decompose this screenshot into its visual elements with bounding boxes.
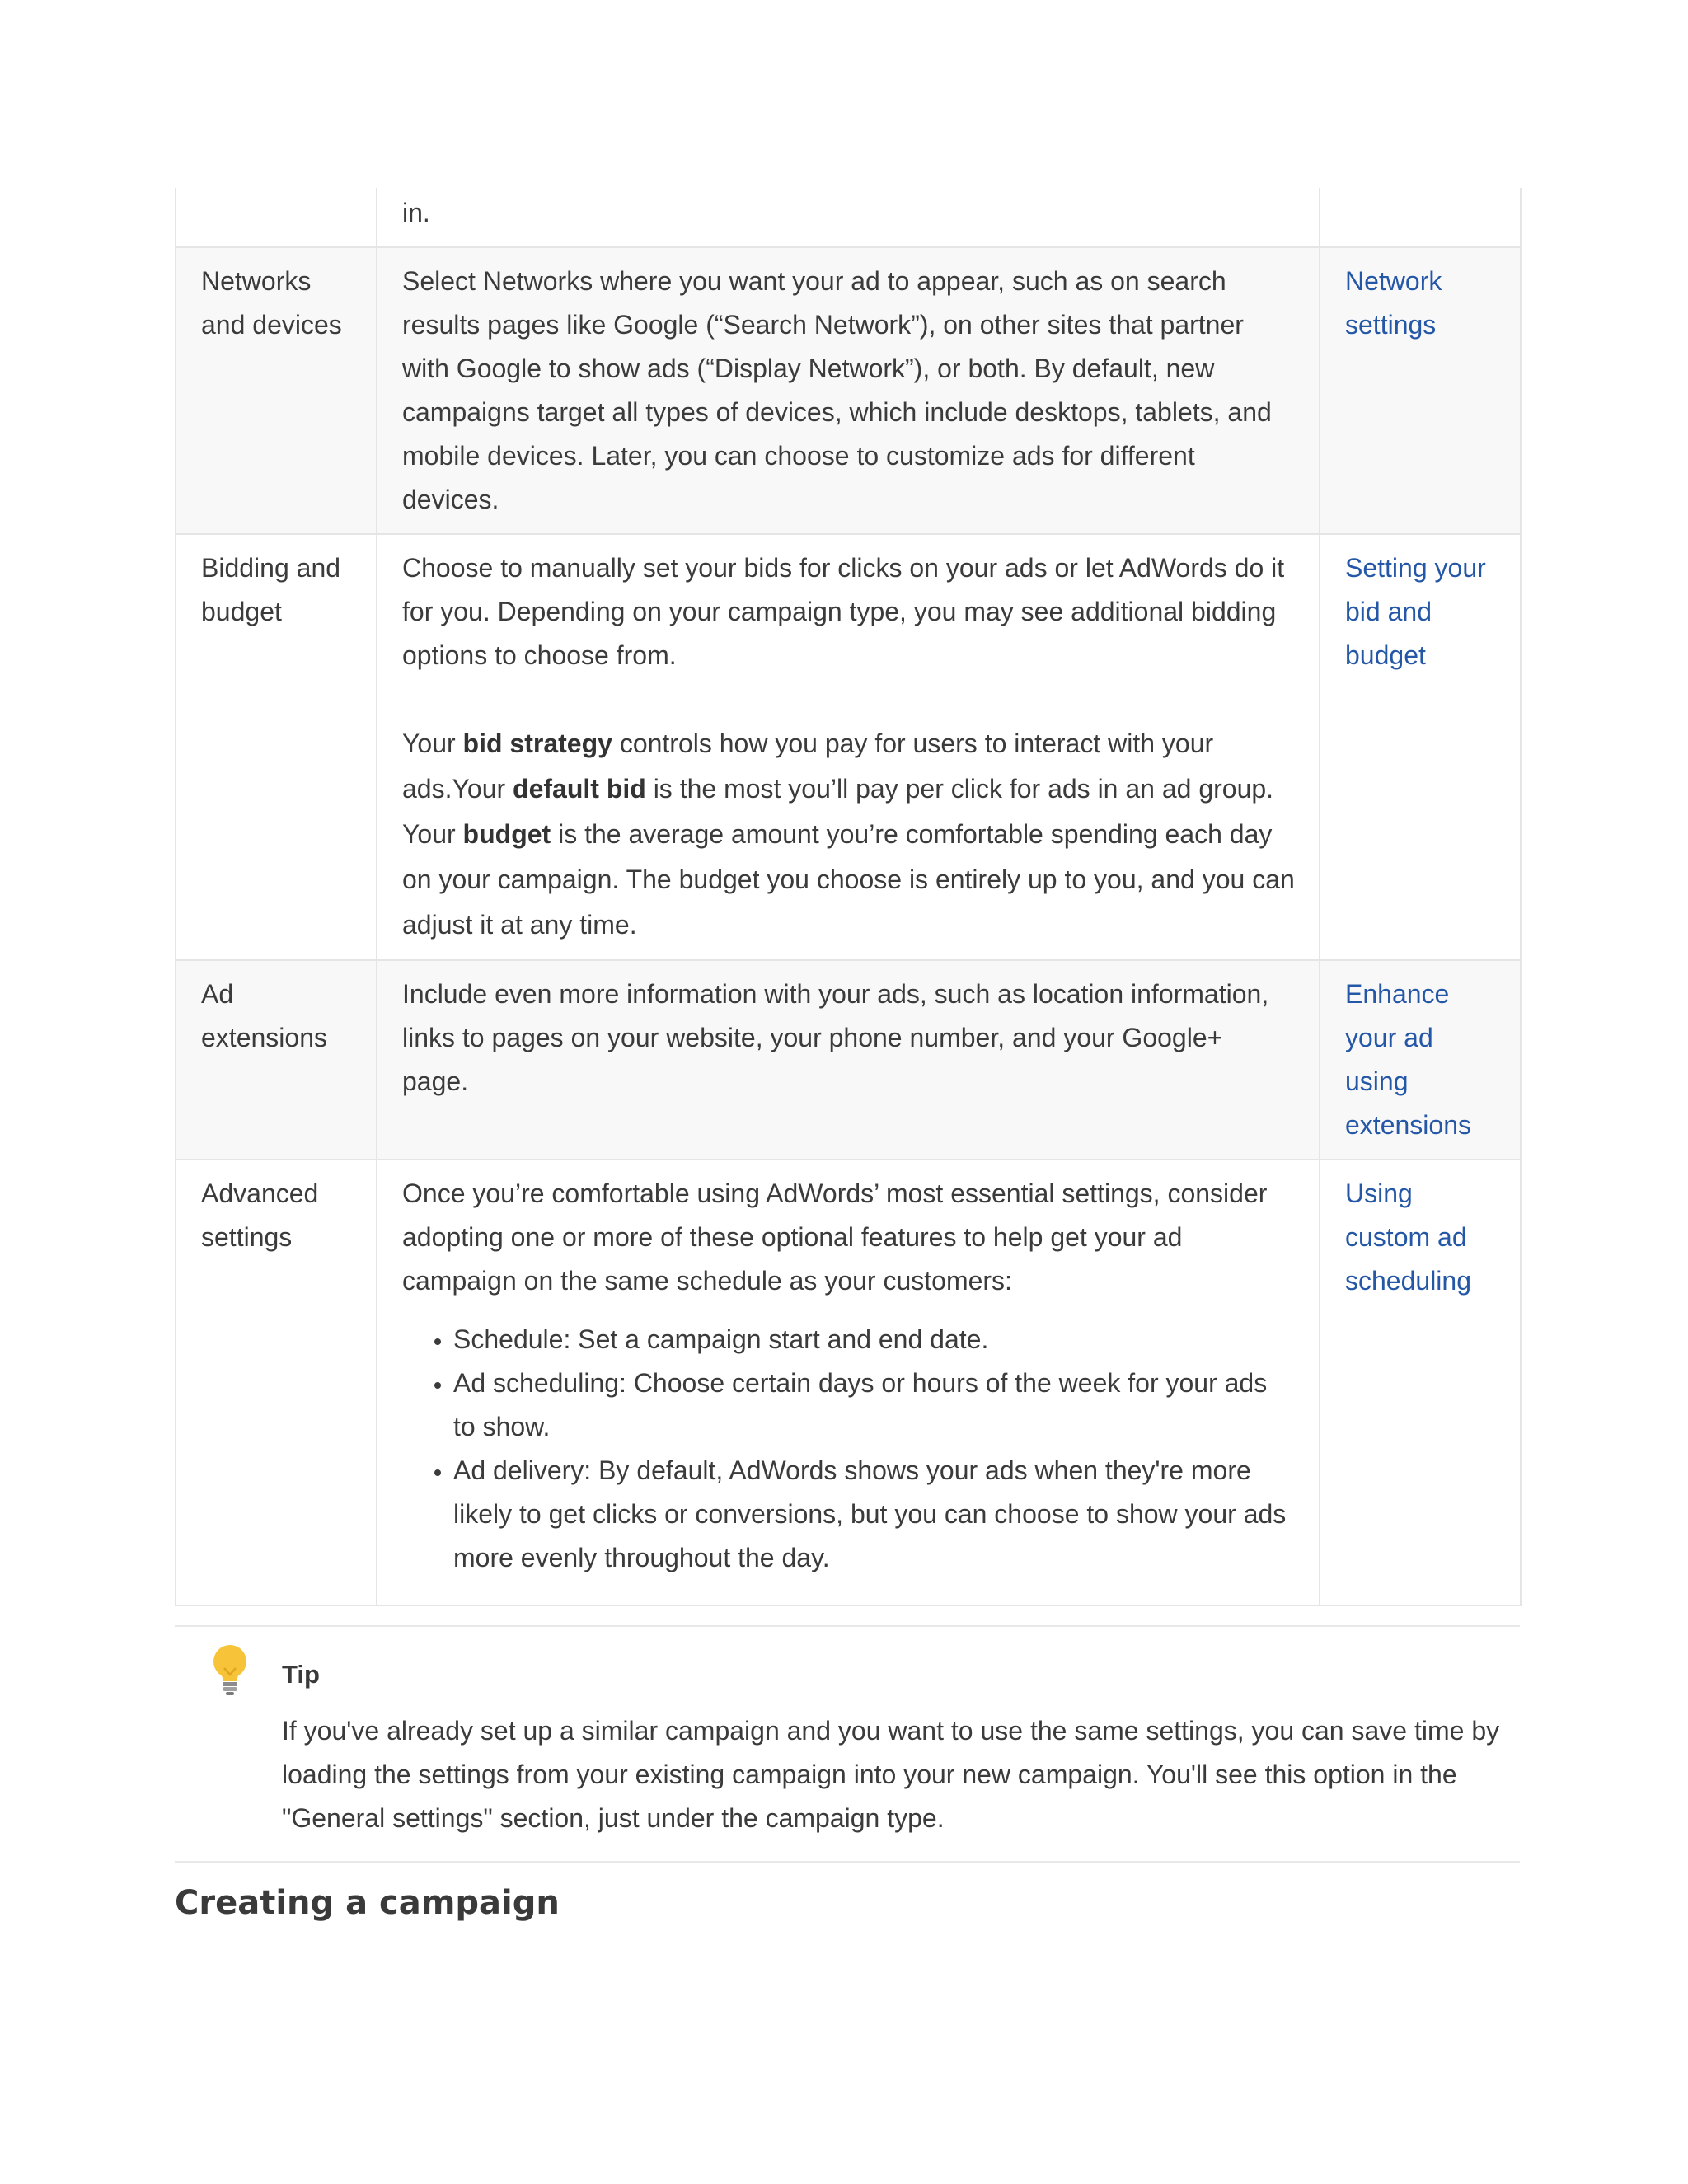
text-run: is the average amount you’re comfortable spending each day on your campaign. The budget you choose is entirely up to you, and you can adjust it at any time.: [402, 819, 1295, 940]
text-run: Your: [402, 729, 463, 758]
advanced-features-list: [402, 1318, 1296, 1580]
link-line: budget: [1345, 640, 1426, 670]
bid-strategy-explanation: [402, 721, 1296, 948]
setting-description: Include even more information with your ads, such as location information, links to pages on your website, your phone number, and your Google+ page.: [402, 979, 1269, 1096]
link-line: bid and: [1345, 597, 1432, 626]
default-bid-term: default bid: [513, 774, 646, 804]
list-item: • Schedule: Set a campaign start and end date.: [453, 1318, 1296, 1361]
link-line: Enhance: [1345, 979, 1450, 1009]
setting-description-cell: [377, 1160, 1320, 1605]
setting-name-cell: Advanced settings: [176, 1160, 377, 1605]
tip-title: Tip: [282, 1660, 320, 1689]
link-line: Using: [1345, 1179, 1413, 1208]
link-line: scheduling: [1345, 1266, 1471, 1296]
setting-name-cell: Bidding and budget: [176, 534, 377, 960]
setting-description: Select Networks where you want your ad to appear, such as on search results pages like Google (“Search Network”), on other sites that partner with Google to show ads (“Display Network”), or both. By default, new campaigns target all types of devices, which include desktops, tablets, and mobile devices. Later, you can choose to customize ads for different devices.: [402, 266, 1272, 514]
link-line: custom ad: [1345, 1222, 1467, 1252]
help-link-cell: [1320, 534, 1521, 960]
link-line: extensions: [1345, 1110, 1471, 1140]
link-line: your ad: [1345, 1023, 1433, 1052]
setting-description: in.: [402, 198, 430, 227]
list-item: • Ad scheduling: Choose certain days or hours of the week for your ads to show.: [453, 1361, 1296, 1449]
lightbulb-icon: [209, 1643, 251, 1698]
help-link-cell: [1320, 1160, 1521, 1605]
list-item: • Ad delivery: By default, AdWords shows your ads when they're more likely to get clicks or conversions, but you can choose to show your ads more evenly throughout the day.: [453, 1449, 1296, 1580]
tip-callout: [175, 1625, 1520, 1863]
setting-name-cell: [176, 188, 377, 247]
text-run: controls how you pay for users to interact with your ads.Your: [402, 729, 1214, 804]
budget-term: budget: [462, 819, 551, 849]
help-link-cell: [1320, 188, 1521, 247]
custom-ad-scheduling-link[interactable]: [1345, 1172, 1497, 1303]
setting-name-cell: Networks and devices: [176, 247, 377, 534]
campaign-settings-table: [175, 188, 1522, 1606]
bid-strategy-term: bid strategy: [462, 729, 612, 758]
table-row-ad-extensions: [176, 960, 1521, 1160]
tip-body: If you've already set up a similar campaign and you want to use the same settings, you can save time by loading the settings from your existing campaign into your new campaign. You'll see this option in the "General settings" section, just under the campaign type.: [282, 1716, 1500, 1833]
link-line: using: [1345, 1066, 1409, 1096]
setting-name-cell: Ad extensions: [176, 960, 377, 1160]
enhance-ad-extensions-link[interactable]: [1345, 972, 1497, 1147]
link-line: Setting your: [1345, 553, 1486, 583]
setting-description-cell: [377, 960, 1320, 1160]
table-row-advanced-settings: [176, 1160, 1521, 1605]
setting-description-cell: [377, 534, 1320, 960]
table-row-networks-and-devices: [176, 247, 1521, 534]
table-row-bidding-and-budget: [176, 534, 1521, 960]
section-heading: Creating a campaign: [175, 1884, 560, 1922]
help-link-cell: [1320, 960, 1521, 1160]
link-line: settings: [1345, 310, 1437, 340]
setting-description: Once you’re comfortable using AdWords’ most essential settings, consider adopting one or more of these optional features to help get your ad campaign on the same schedule as your customers:: [402, 1179, 1268, 1296]
setting-description-cell: [377, 247, 1320, 534]
setting-description-cell: [377, 188, 1320, 247]
link-line: Network: [1345, 266, 1442, 296]
text-run: is the most you’ll pay per click for ads in an ad group. Your: [402, 774, 1274, 849]
setting-bid-and-budget-link[interactable]: [1345, 546, 1497, 677]
setting-description: Choose to manually set your bids for clicks on your ads or let AdWords do it for you. Depending on your campaign type, you may see additional bidding options to choose from.: [402, 553, 1285, 670]
network-settings-link[interactable]: [1345, 260, 1497, 347]
help-link-cell: [1320, 247, 1521, 534]
table-row: [176, 188, 1521, 247]
